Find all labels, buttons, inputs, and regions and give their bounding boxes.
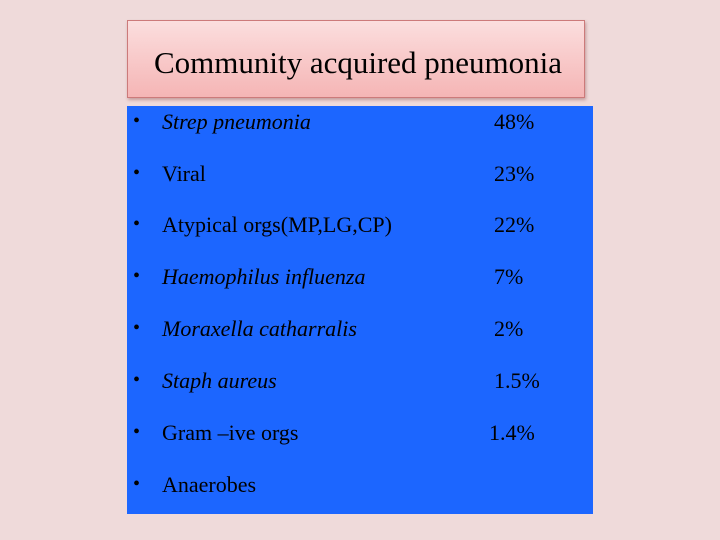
content-panel [127,106,593,514]
bullet-icon: • [133,110,141,132]
list-item [127,469,593,503]
bullet-icon: • [133,162,141,184]
item-value: 48% [494,109,535,134]
list-item [127,261,593,295]
item-label: Staph aureus [162,368,277,393]
item-value: 2% [494,316,524,341]
bullet-icon: • [133,473,141,495]
list-item [127,417,593,451]
item-label: Gram –ive orgs [162,420,299,445]
item-label: Moraxella catharralis [162,316,357,341]
list-item [127,365,593,399]
item-value: 22% [494,212,535,237]
list-item [127,313,593,347]
title-box [127,20,585,98]
item-label: Anaerobes [162,472,257,497]
item-label: Atypical orgs(MP,LG,CP) [162,212,392,237]
list-item [127,106,593,140]
item-value: 1.4% [489,420,535,445]
item-label: Haemophilus influenza [162,264,366,289]
bullet-icon: • [133,265,141,287]
item-value: 7% [494,264,524,289]
bullet-icon: • [133,213,141,235]
list-item [127,209,593,243]
list-item [127,158,593,192]
bullet-icon: • [133,317,141,339]
item-label: Strep pneumonia [162,109,311,134]
bullet-icon: • [133,369,141,391]
item-label: Viral [162,161,206,186]
item-value: 1.5% [494,368,540,393]
item-value: 23% [494,161,535,186]
bullet-icon: • [133,421,141,443]
slide-title: Community acquired pneumonia [153,45,563,80]
